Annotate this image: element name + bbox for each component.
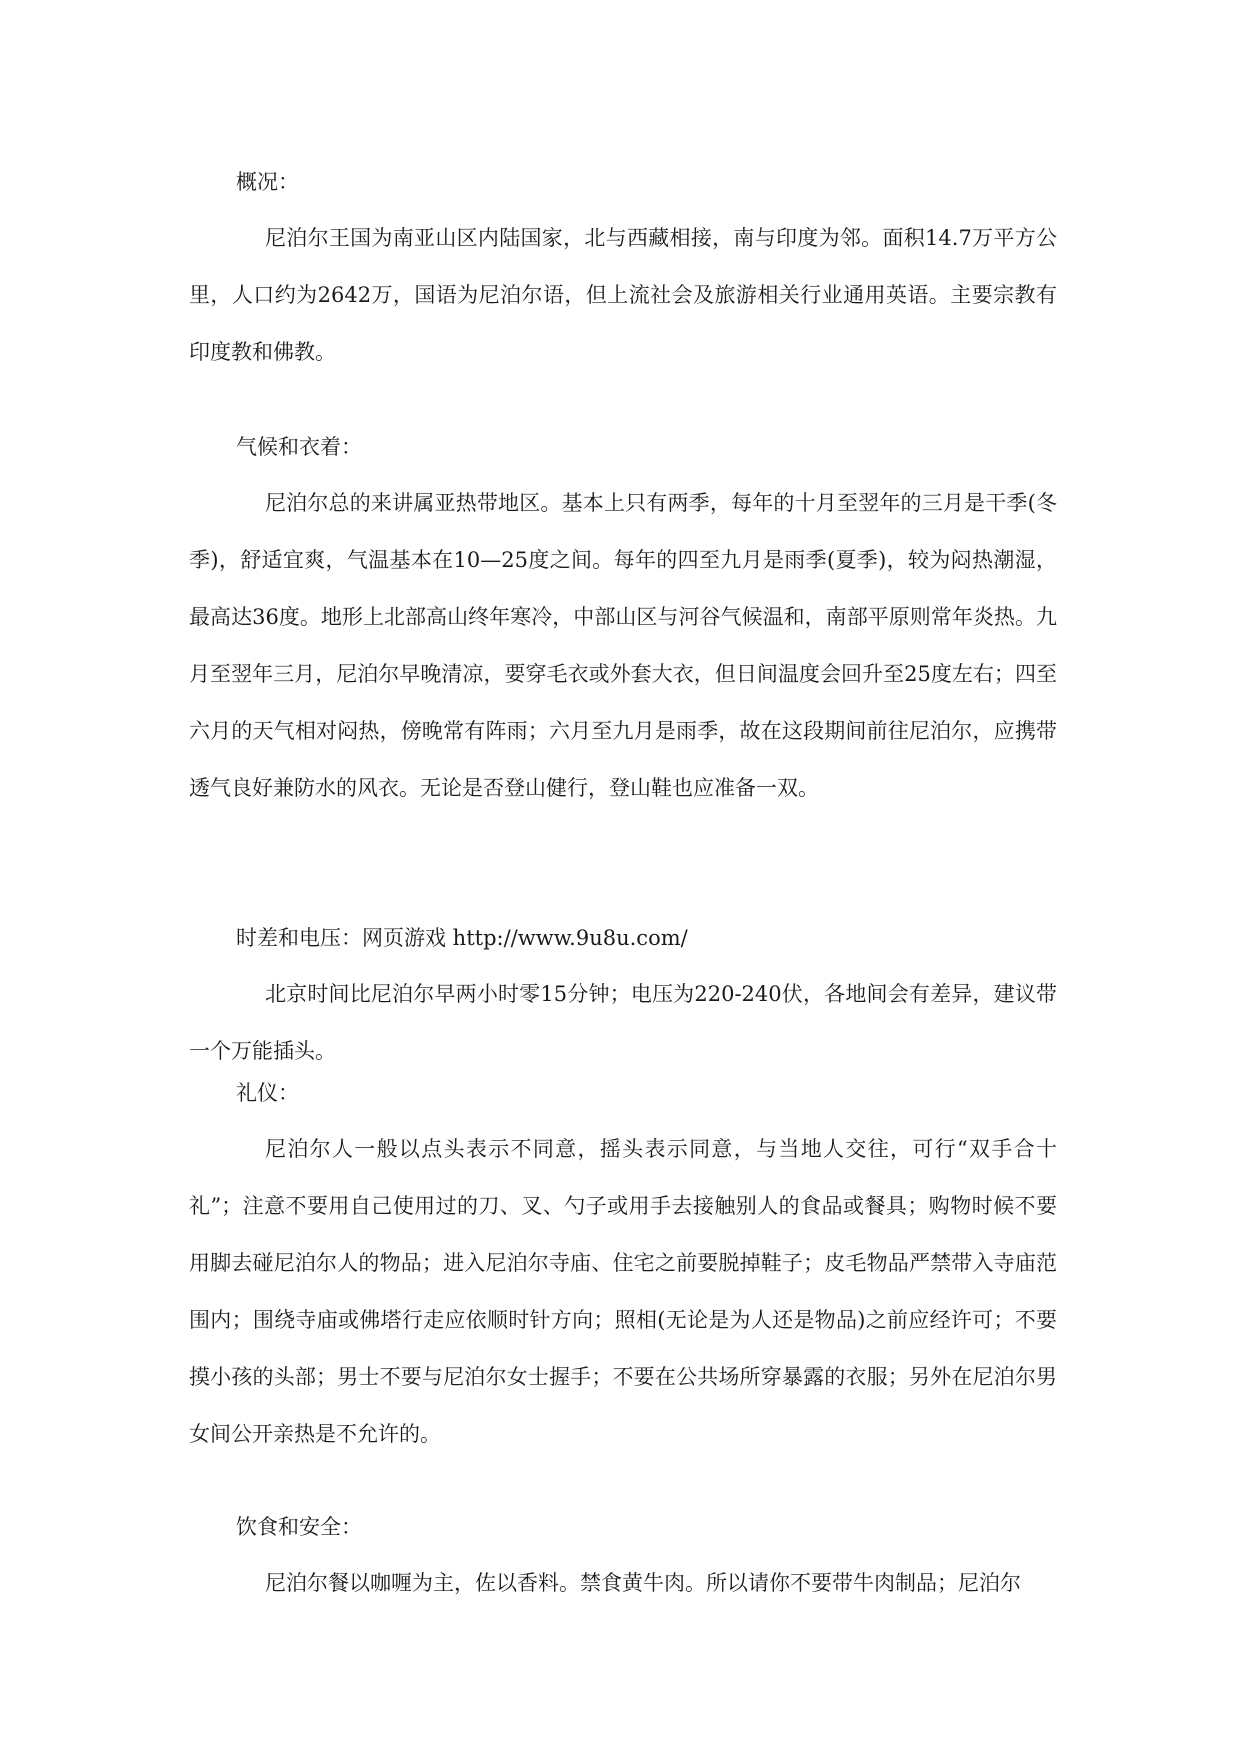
section-body-food-safety: 尼泊尔餐以咖喱为主，佐以香料。禁食黄牛肉。所以请你不要带牛肉制品；尼泊尔 bbox=[265, 1571, 1021, 1595]
section-body-etiquette: 尼泊尔人一般以点头表示不同意，摇头表示同意，与当地人交往，可行“双手合十礼”；注意不要用自己使用过的刀、叉、勺子或用手去接触别人的食品或餐具；购物时候不要用脚去碰尼泊尔人的物品；进入尼泊尔寺庙、住宅之前要脱掉鞋子；皮毛物品严禁带入寺庙范围内；围绕寺庙或佛塔行走应依顺时针方向；照相(无论是为人还是物品)之前应经许可；不要摸小孩的头部；男士不要与尼泊尔女士握手；不要在公共场所穿暴露的衣服；另外在尼泊尔男女间公开亲热是不允许的。 bbox=[189, 1137, 1057, 1446]
section-body-climate: 尼泊尔总的来讲属亚热带地区。基本上只有两季，每年的十月至翌年的三月是干季(冬季)，舒适宜爽，气温基本在10—25度之间。每年的四至九月是雨季(夏季)，较为闷热潮湿，最高达36度。地形上北部高山终年寒冷，中部山区与河谷气候温和，南部平原则常年炎热。九月至翌年三月，尼泊尔早晚清凉，要穿毛衣或外套大衣，但日间温度会回升至25度左右；四至六月的天气相对闷热，傍晚常有阵雨；六月至九月是雨季，故在这段期间前往尼泊尔，应携带透气良好兼防水的风衣。无论是否登山健行，登山鞋也应准备一双。 bbox=[189, 491, 1057, 800]
section-body-overview: 尼泊尔王国为南亚山区内陆国家，北与西藏相接，南与印度为邻。面积14.7万平方公里，人口约为2642万，国语为尼泊尔语，但上流社会及旅游相关行业通用英语。主要宗教有印度教和佛教。 bbox=[189, 226, 1057, 364]
section-body-time-voltage: 北京时间比尼泊尔早两小时零15分钟；电压为220-240伏，各地间会有差异，建议带一个万能插头。 bbox=[189, 982, 1057, 1063]
section-heading-overview: 概况： bbox=[236, 170, 299, 194]
section-heading-food-safety: 饮食和安全： bbox=[236, 1515, 362, 1539]
section-heading-etiquette: 礼仪： bbox=[236, 1081, 299, 1105]
section-heading-climate: 气候和衣着： bbox=[236, 435, 362, 459]
section-heading-time-voltage: 时差和电压：网页游戏 http://www.9u8u.com/ bbox=[236, 926, 688, 950]
